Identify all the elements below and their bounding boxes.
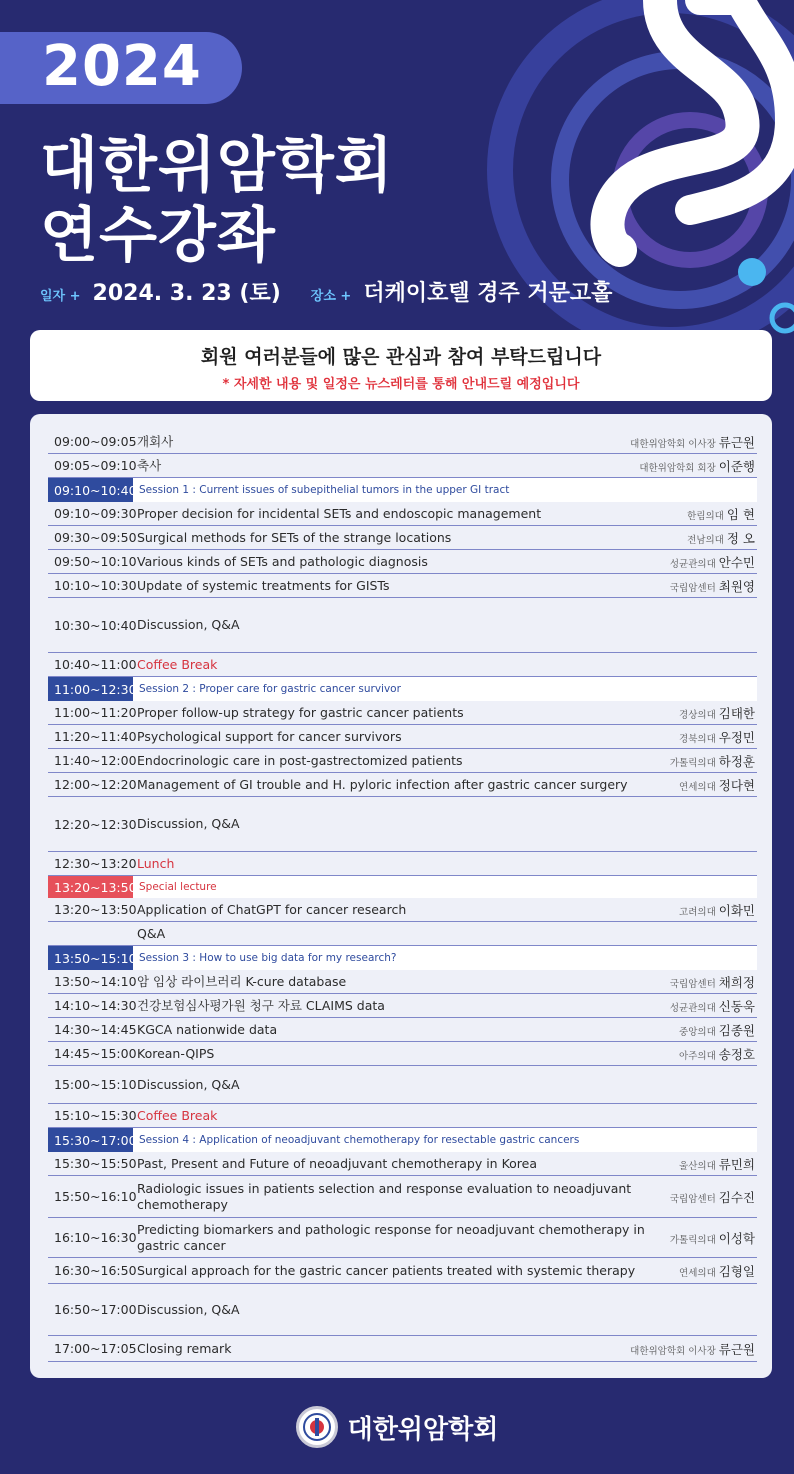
speaker-name: 김형일 xyxy=(718,1263,755,1279)
speaker-name: 신동욱 xyxy=(718,998,755,1014)
row-description: 개회사 xyxy=(137,433,174,449)
row-time: 12:00~12:20 xyxy=(54,777,137,792)
row-description: Discussion, Q&A xyxy=(137,816,240,831)
schedule-row xyxy=(48,1152,757,1176)
row-speaker xyxy=(679,1021,757,1039)
row-speaker xyxy=(670,752,757,770)
event-info xyxy=(40,276,642,307)
row-speaker xyxy=(639,457,757,475)
event-title-line1: 대한위암학회 xyxy=(40,131,394,201)
row-speaker xyxy=(679,1155,757,1173)
row-description: Discussion, Q&A xyxy=(137,1301,240,1317)
schedule-row xyxy=(48,454,757,478)
speaker-affiliation: 아주의대 xyxy=(679,1050,716,1062)
speaker-name: 정 오 xyxy=(726,530,755,546)
session-header-row xyxy=(48,478,757,502)
row-speaker xyxy=(687,505,757,523)
schedule-row xyxy=(48,994,757,1018)
notice-main: 회원 여러분들에 많은 관심과 참여 부탁드립니다 xyxy=(200,346,602,368)
row-time: 09:00~09:05 xyxy=(54,434,137,449)
row-time: 10:30~10:40 xyxy=(54,617,137,633)
row-time: 15:10~15:30 xyxy=(54,1108,137,1123)
schedule-row xyxy=(48,1066,757,1104)
row-description: Update of systemic treatments for GISTs xyxy=(137,577,390,593)
speaker-affiliation: 가톨릭의대 xyxy=(669,1234,716,1246)
row-speaker xyxy=(752,1133,757,1148)
row-description: Q&A xyxy=(137,925,166,941)
row-speaker xyxy=(752,1108,757,1123)
row-speaker xyxy=(752,1077,757,1092)
row-description: Session 2 : Proper care for gastric cancer survivor xyxy=(139,683,401,695)
row-time: 13:50~15:10 xyxy=(48,946,133,970)
row-time: 12:30~13:20 xyxy=(54,856,137,871)
row-description: Korean-QIPS xyxy=(137,1045,215,1061)
row-description: Lunch xyxy=(137,855,175,871)
schedule-row xyxy=(48,1336,757,1362)
row-description: Coffee Break xyxy=(137,1107,218,1123)
row-speaker xyxy=(679,728,757,746)
row-description: Closing remark xyxy=(137,1340,232,1356)
row-description: Past, Present and Future of neoadjuvant chemotherapy in Korea xyxy=(137,1155,537,1171)
row-description: Management of GI trouble and H. pyloric infection after gastric cancer surgery xyxy=(137,776,628,792)
row-speaker xyxy=(752,817,757,832)
schedule-row xyxy=(48,898,757,922)
session-header-row xyxy=(48,1128,757,1152)
row-description: Special lecture xyxy=(139,881,217,893)
event-title-line2: 연수강좌 xyxy=(40,201,276,271)
speaker-affiliation: 연세의대 xyxy=(679,781,716,793)
row-speaker xyxy=(752,682,757,697)
speaker-name: 임 현 xyxy=(726,506,755,522)
schedule-row xyxy=(48,502,757,526)
speaker-affiliation: 국립암센터 xyxy=(669,1193,716,1205)
speaker-affiliation: 전남의대 xyxy=(687,534,724,546)
row-time: 15:30~15:50 xyxy=(54,1156,137,1171)
row-description: KGCA nationwide data xyxy=(137,1021,278,1037)
speaker-name: 우정민 xyxy=(718,729,755,745)
speaker-name: 하정훈 xyxy=(718,753,755,769)
row-speaker xyxy=(752,880,757,895)
row-speaker xyxy=(752,618,757,633)
speaker-affiliation: 대한위암학회 회장 xyxy=(639,462,716,474)
date-value: 2024. 3. 23 (토) xyxy=(92,281,281,306)
speaker-affiliation: 가톨릭의대 xyxy=(669,757,716,769)
row-speaker xyxy=(752,657,757,672)
row-description: Surgical methods for SETs of the strange locations xyxy=(137,529,452,545)
speaker-affiliation: 경북의대 xyxy=(679,733,716,745)
schedule-row xyxy=(48,1218,757,1258)
row-speaker xyxy=(679,1262,757,1280)
row-speaker xyxy=(752,951,757,966)
schedule-row xyxy=(48,550,757,574)
row-time: 13:20~13:50 xyxy=(54,902,137,917)
row-time: 11:00~11:20 xyxy=(54,705,137,720)
schedule-row xyxy=(48,1258,757,1284)
row-description: Proper decision for incidental SETs and endoscopic management xyxy=(137,505,542,521)
speaker-name: 이성학 xyxy=(718,1230,755,1246)
row-time: 14:10~14:30 xyxy=(54,998,137,1013)
speaker-name: 류근원 xyxy=(718,1341,755,1357)
speaker-affiliation: 연세의대 xyxy=(679,1267,716,1279)
row-time: 10:40~11:00 xyxy=(54,657,137,672)
footer-org-name: 대한위암학회 xyxy=(347,1414,499,1445)
schedule-row xyxy=(48,1018,757,1042)
row-speaker xyxy=(670,973,757,991)
row-speaker xyxy=(670,1188,757,1206)
row-description: 암 임상 라이브러리 K-cure database xyxy=(137,973,347,989)
row-description: Psychological support for cancer survivors xyxy=(137,728,402,744)
row-time: 14:45~15:00 xyxy=(54,1046,137,1061)
schedule-row xyxy=(48,1104,757,1128)
schedule-row xyxy=(48,574,757,598)
row-speaker xyxy=(752,483,757,498)
row-time: 17:00~17:05 xyxy=(54,1341,137,1356)
row-description: Various kinds of SETs and pathologic diagnosis xyxy=(137,553,428,569)
row-description: Radiologic issues in patients selection and response evaluation to neoadjuvant chemotherapy xyxy=(137,1180,632,1212)
speaker-name: 김종원 xyxy=(718,1022,755,1038)
speaker-affiliation: 국립암센터 xyxy=(669,582,716,594)
venue-value: 더케이호텔 경주 거문고홀 xyxy=(363,281,613,306)
row-description: 건강보험심사평가원 청구 자료 CLAIMS data xyxy=(137,997,385,1013)
schedule-row xyxy=(48,970,757,994)
speaker-affiliation: 한림의대 xyxy=(687,510,724,522)
schedule-row xyxy=(48,1284,757,1336)
schedule-row xyxy=(48,725,757,749)
row-time: 09:10~10:40 xyxy=(48,478,133,502)
schedule-row xyxy=(48,526,757,550)
row-time: 13:50~14:10 xyxy=(54,974,137,989)
speaker-affiliation: 대한위암학회 이사장 xyxy=(630,438,716,450)
speaker-name: 류민희 xyxy=(718,1156,755,1172)
row-speaker xyxy=(752,926,757,941)
row-description: Endocrinologic care in post-gastrectomized patients xyxy=(137,752,463,768)
schedule-row xyxy=(48,922,757,946)
speaker-affiliation: 성균관의대 xyxy=(669,1002,716,1014)
speaker-affiliation: 국립암센터 xyxy=(669,978,716,990)
row-time: 15:00~15:10 xyxy=(54,1077,137,1092)
row-speaker xyxy=(679,901,757,919)
row-speaker xyxy=(670,997,757,1015)
row-description: Discussion, Q&A xyxy=(137,617,240,632)
row-time: 13:20~13:50 xyxy=(48,876,133,898)
row-speaker xyxy=(687,529,757,547)
event-year: 2024 xyxy=(42,34,202,99)
schedule-row xyxy=(48,852,757,876)
session-header-row xyxy=(48,876,757,898)
speaker-affiliation: 경상의대 xyxy=(679,709,716,721)
row-time: 11:40~12:00 xyxy=(54,753,137,768)
row-description: Proper follow-up strategy for gastric cancer patients xyxy=(137,704,464,720)
row-speaker xyxy=(670,1229,757,1247)
schedule-row xyxy=(48,773,757,797)
row-description: Session 4 : Application of neoadjuvant chemotherapy for resectable gastric cancers xyxy=(139,1134,580,1146)
row-time: 14:30~14:45 xyxy=(54,1022,137,1037)
notice-sub: * 자세한 내용 및 일정은 뉴스레터를 통해 안내드릴 예정입니다 xyxy=(222,377,580,392)
row-time: 15:30~17:00 xyxy=(48,1128,133,1152)
speaker-affiliation: 중앙의대 xyxy=(679,1026,716,1038)
row-description: Predicting biomarkers and pathologic response for neoadjuvant chemotherapy in gastric cancer xyxy=(137,1221,645,1253)
row-speaker xyxy=(679,776,757,794)
speaker-name: 이화민 xyxy=(718,902,755,918)
schedule-row xyxy=(48,653,757,677)
row-speaker xyxy=(670,553,757,571)
schedule-row xyxy=(48,701,757,725)
row-description: Session 3 : How to use big data for my research? xyxy=(139,952,397,964)
row-speaker xyxy=(679,704,757,722)
society-seal-icon xyxy=(296,1406,338,1448)
speaker-affiliation: 대한위암학회 이사장 xyxy=(630,1345,716,1357)
speaker-affiliation: 울산의대 xyxy=(679,1160,716,1172)
row-time: 16:50~17:00 xyxy=(54,1302,137,1317)
row-speaker xyxy=(752,1302,757,1317)
speaker-name: 정다현 xyxy=(718,777,755,793)
row-description: 축사 xyxy=(137,457,162,473)
footer xyxy=(0,1402,794,1452)
row-description: Session 1 : Current issues of subepithelial tumors in the upper GI tract xyxy=(139,484,510,496)
date-label: 일자 + xyxy=(40,289,81,304)
venue-label: 장소 + xyxy=(310,289,352,304)
speaker-name: 이준행 xyxy=(718,458,755,474)
speaker-name: 안수민 xyxy=(718,554,755,570)
speaker-affiliation: 성균관의대 xyxy=(669,558,716,570)
row-description: Discussion, Q&A xyxy=(137,1076,240,1092)
speaker-name: 송정호 xyxy=(718,1046,755,1062)
schedule-row xyxy=(48,1042,757,1066)
schedule-row xyxy=(48,1176,757,1218)
row-time: 16:10~16:30 xyxy=(54,1230,137,1245)
row-time: 09:30~09:50 xyxy=(54,530,137,545)
row-speaker xyxy=(679,1045,757,1063)
speaker-name: 김수진 xyxy=(718,1189,755,1205)
row-speaker xyxy=(752,856,757,871)
row-time: 09:10~09:30 xyxy=(54,506,137,521)
speaker-name: 최원영 xyxy=(718,578,755,594)
row-speaker xyxy=(630,1340,757,1358)
row-speaker xyxy=(630,433,757,451)
row-description: Surgical approach for the gastric cancer patients treated with systemic therapy xyxy=(137,1262,636,1278)
row-description: Application of ChatGPT for cancer research xyxy=(137,901,407,917)
speaker-name: 채희정 xyxy=(718,974,755,990)
row-time: 12:20~12:30 xyxy=(54,816,137,832)
schedule-row xyxy=(48,598,757,653)
session-header-row xyxy=(48,946,757,970)
row-time: 09:50~10:10 xyxy=(54,554,137,569)
row-time: 10:10~10:30 xyxy=(54,578,137,593)
row-time: 15:50~16:10 xyxy=(54,1189,137,1204)
speaker-affiliation: 고려의대 xyxy=(679,906,716,918)
row-time: 11:20~11:40 xyxy=(54,729,137,744)
row-time: 11:00~12:30 xyxy=(48,677,133,701)
row-description: Coffee Break xyxy=(137,656,218,672)
session-header-row xyxy=(48,677,757,701)
schedule-row xyxy=(48,797,757,852)
speaker-name: 류근원 xyxy=(718,434,755,450)
row-time: 09:05~09:10 xyxy=(54,458,137,473)
notice-box xyxy=(30,330,772,401)
row-speaker xyxy=(670,577,757,595)
row-time: 16:30~16:50 xyxy=(54,1263,137,1278)
speaker-name: 김태한 xyxy=(718,705,755,721)
schedule-row xyxy=(48,430,757,454)
schedule-row xyxy=(48,749,757,773)
